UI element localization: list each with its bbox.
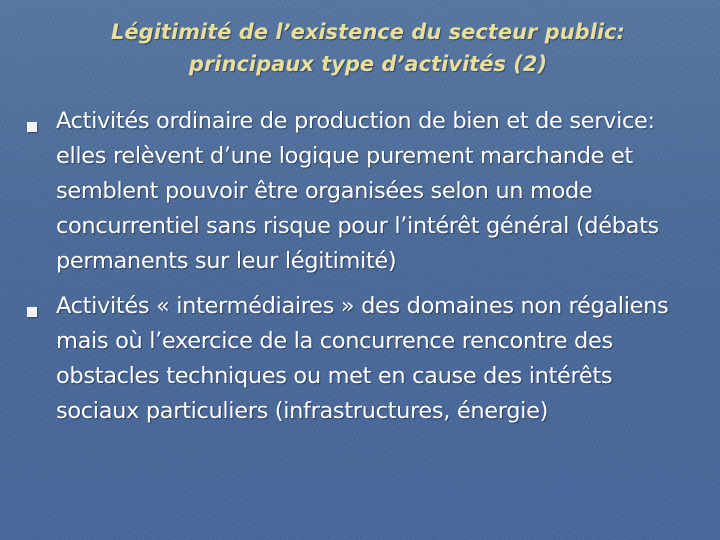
bullet-item [26, 289, 698, 429]
bullet-text: Activités « intermédiaires » des domaines non régaliens mais où l’exercice de la concurrence rencontre des obstacles techniques ou met en cause des intérêts sociaux particuliers (infrastructures, énergie) [56, 293, 669, 424]
square-bullet-icon [27, 307, 37, 317]
slide-title-line-2: principaux type d’activités (2) [188, 52, 548, 76]
bullet-text: Activités ordinaire de production de bien et de service: elles relèvent d’une logique purement marchande et semblent pouvoir être organisées selon un mode concurrentiel sans risque pour l’intérêt général (débats permanents sur leur légitimité) [56, 108, 659, 274]
slide-title [20, 16, 716, 80]
square-bullet-icon [27, 122, 37, 132]
bullet-item [26, 104, 698, 279]
bullet-list [26, 104, 698, 439]
slide-title-line-1: Légitimité de l’existence du secteur public: [111, 20, 625, 44]
